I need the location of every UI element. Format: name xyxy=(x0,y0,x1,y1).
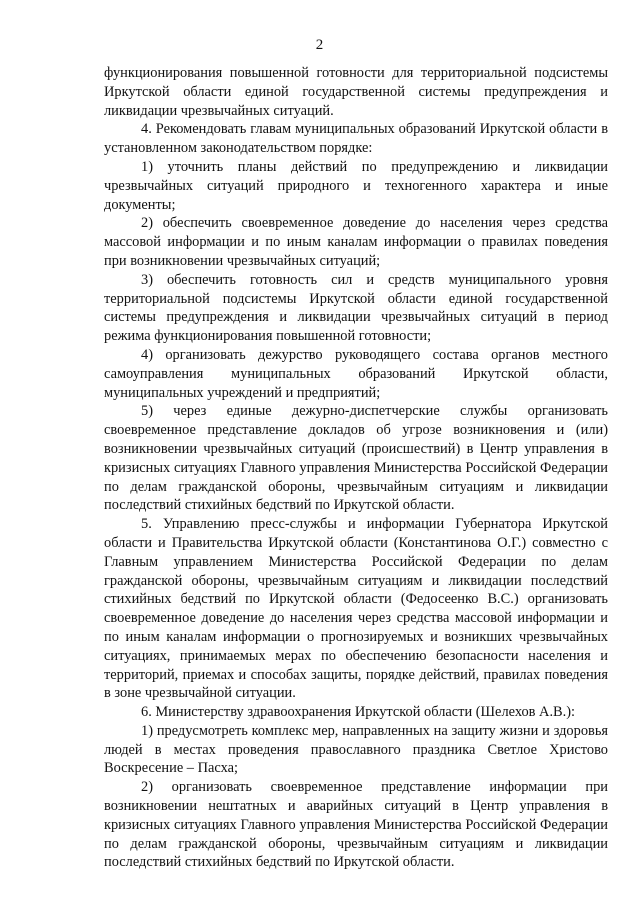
paragraph-item-4-2: 2) обеспечить своевременное доведение до населения через средства массовой информации и по иным каналам информации о правилах поведения при возникновении чрезвычайных ситуаций; xyxy=(104,215,608,269)
paragraph-item-5: 5. Управлению пресс-службы и информации Губернатора Иркутской области и Правительства Иркутской области (Константинова О.Г.) совместно с Главным управлением Министерства Российской Федерации по делам гражданской обороны, чрезвычайным ситуациям и ликвидации последствий стихийных бедствий по Иркутской области (Федосеенко В.С.) организовать своевременное доведение до населения через средства массовой информации и по иным каналам информации о прогнозируемых и возникших чрезвычайных ситуациях, принимаемых мерах по обеспечению безопасности населения и территорий, приемах и способах защиты, порядке действий, правилах поведения в зоне чрезвычайной ситуации. xyxy=(104,516,608,702)
paragraph-item-6: 6. Министерству здравоохранения Иркутской области (Шелехов А.В.): xyxy=(141,704,576,721)
paragraph-item-4: 4. Рекомендовать главам муниципальных образований Иркутской области в установленном законодательством порядке: xyxy=(104,121,608,157)
paragraph-item-4-3: 3) обеспечить готовность сил и средств муниципального уровня территориальной подсистемы Иркутской области единой государственной системы предупреждения и ликвидации чрезвычайных ситуаций в период режима функционирования повышенной готовности; xyxy=(104,271,608,345)
paragraph-item-4-4: 4) организовать дежурство руководящего состава органов местного самоуправления муниципальных образований Иркутской области, муниципальных учреждений и предприятий; xyxy=(104,346,608,401)
page-number: 2 xyxy=(315,37,324,53)
paragraph-item-4-5: 5) через единые дежурно-диспетчерские службы организовать своевременное представление докладов об угрозе возникновения и (или) возникновении чрезвычайных ситуаций (происшествий) в Центр управления в кризисных ситуациях Главного управления Министерства Российской Федерации по делам гражданской обороны, чрезвычайным ситуациям и ликвидации последствий стихийных бедствий по Иркутской области. xyxy=(104,403,608,514)
paragraph-item-4-1: 1) уточнить планы действий по предупреждению и ликвидации чрезвычайных ситуаций природного и техногенного характера и иные документы; xyxy=(104,158,608,213)
document-body xyxy=(104,64,608,872)
paragraph-item-6-2: 2) организовать своевременное представление информации при возникновении нештатных и аварийных ситуаций в Центр управления в кризисных ситуациях Главного управления Министерства Российской Федерации по делам гражданской обороны, чрезвычайным ситуациям и ликвидации последствий стихийных бедствий по Иркутской области. xyxy=(104,779,608,871)
paragraph-continuation: функционирования повышенной готовности для территориальной подсистемы Иркутской области единой государственной системы предупреждения и ликвидации чрезвычайных ситуаций. xyxy=(104,65,608,119)
paragraph-item-6-1: 1) предусмотреть комплекс мер, направленных на защиту жизни и здоровья людей в местах проведения православного праздника Светлое Христово Воскресение – Пасха; xyxy=(104,722,608,777)
